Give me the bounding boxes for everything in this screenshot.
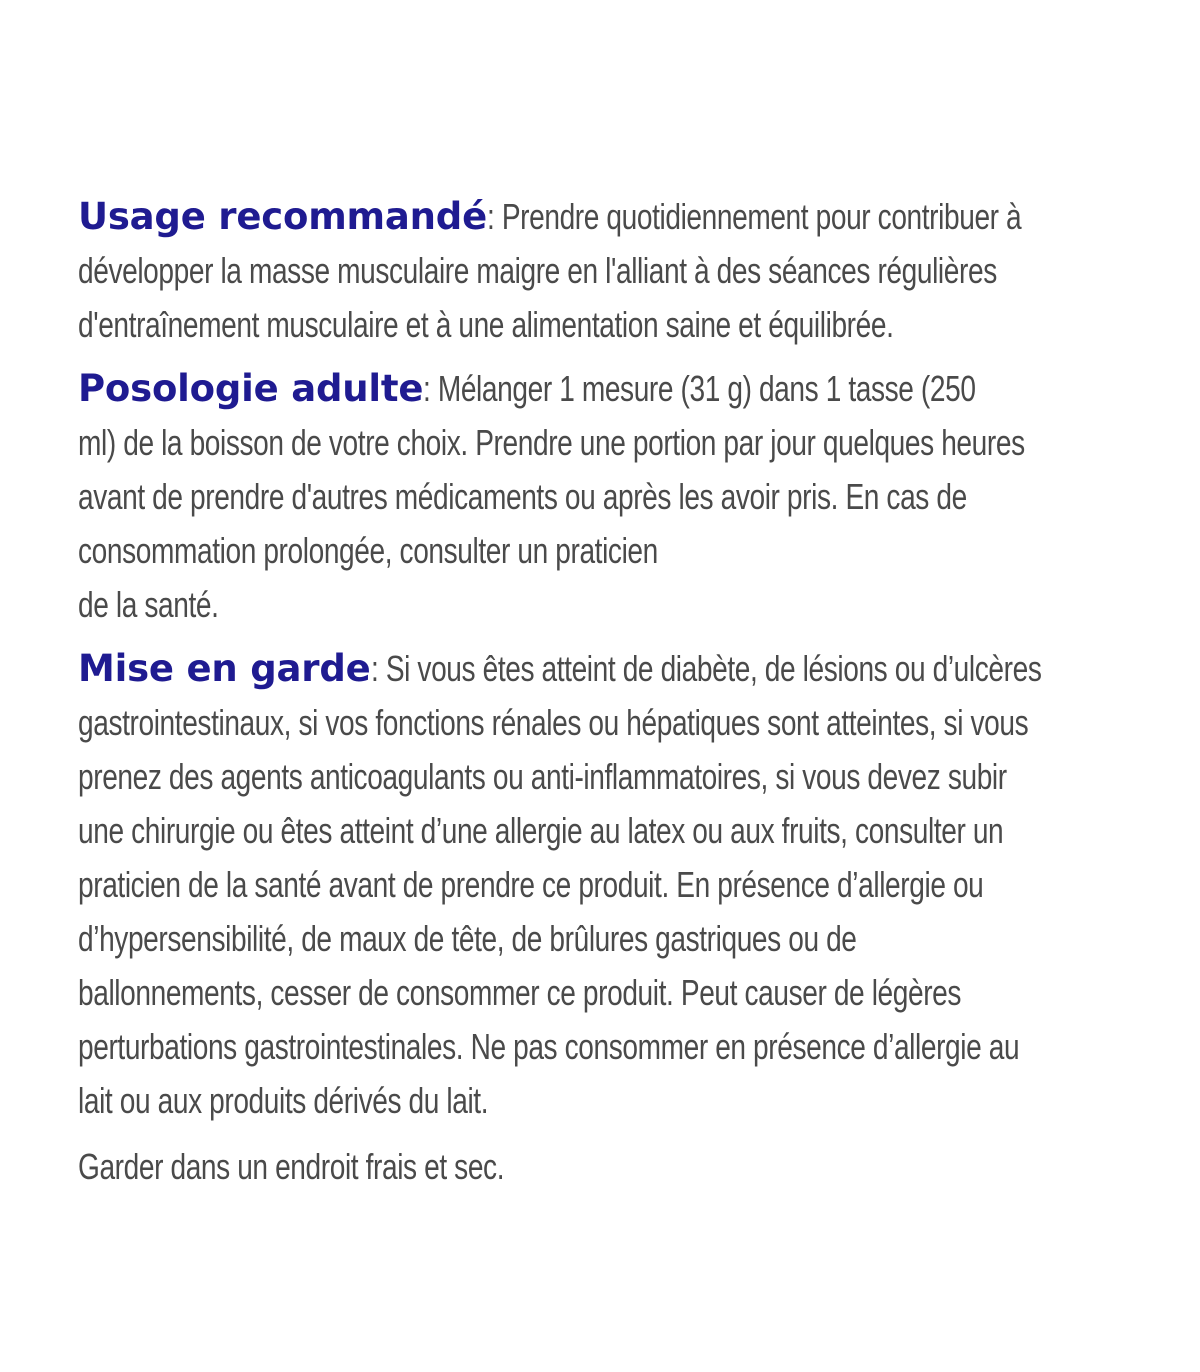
warning-line-2: gastrointestinaux, si vos fonctions rénales ou hépatiques sont atteintes, si vous [78, 702, 1029, 743]
warning-heading: Mise en garde [78, 647, 371, 690]
usage-line-3: d'entraînement musculaire et à une alimentation saine et équilibrée. [78, 304, 894, 345]
usage-first-line: Prendre quotidiennement pour contribuer à [501, 196, 1022, 237]
warning-line-9: lait ou aux produits dérivés du lait. [78, 1080, 489, 1121]
usage-section [78, 190, 1168, 352]
warning-line-7: ballonnements, cesser de consommer ce produit. Peut causer de légères [78, 972, 962, 1013]
warning-line-6: d’hypersensibilité, de maux de tête, de brûlures gastriques ou de [78, 918, 857, 959]
product-label-text [78, 190, 1168, 1194]
warning-line-5: praticien de la santé avant de prendre ce produit. En présence d’allergie ou [78, 864, 984, 905]
usage-line-1 [78, 190, 1168, 244]
usage-heading: Usage recommandé [78, 195, 487, 238]
warning-separator: : [370, 648, 386, 689]
storage-section [78, 1140, 1168, 1194]
warning-line-8: perturbations gastrointestinales. Ne pas consommer en présence d’allergie au [78, 1026, 1020, 1067]
warning-section [78, 642, 1168, 1128]
usage-separator: : [487, 196, 502, 237]
dosage-line-2: ml) de la boisson de votre choix. Prendre une portion par jour quelques heures [78, 422, 1025, 463]
dosage-heading: Posologie adulte [78, 367, 424, 410]
usage-line-2: développer la masse musculaire maigre en l'alliant à des séances régulières [78, 250, 997, 291]
warning-first-line: Si vous êtes atteint de diabète, de lésions ou d’ulcères [385, 648, 1041, 689]
dosage-section [78, 362, 1168, 632]
dosage-line-4: consommation prolongée, consulter un praticien [78, 530, 658, 571]
dosage-separator: : [423, 368, 439, 409]
storage-instruction: Garder dans un endroit frais et sec. [78, 1146, 505, 1187]
dosage-line-3: avant de prendre d'autres médicaments ou après les avoir pris. En cas de [78, 476, 967, 517]
warning-line-1 [78, 642, 1168, 696]
warning-line-3: prenez des agents anticoagulants ou anti-inflammatoires, si vous devez subir [78, 756, 1007, 797]
dosage-first-line: Mélanger 1 mesure (31 g) dans 1 tasse (250 [438, 368, 976, 409]
dosage-line-1 [78, 362, 1168, 416]
warning-line-4: une chirurgie ou êtes atteint d’une allergie au latex ou aux fruits, consulter un [78, 810, 1004, 851]
dosage-line-5: de la santé. [78, 584, 219, 625]
